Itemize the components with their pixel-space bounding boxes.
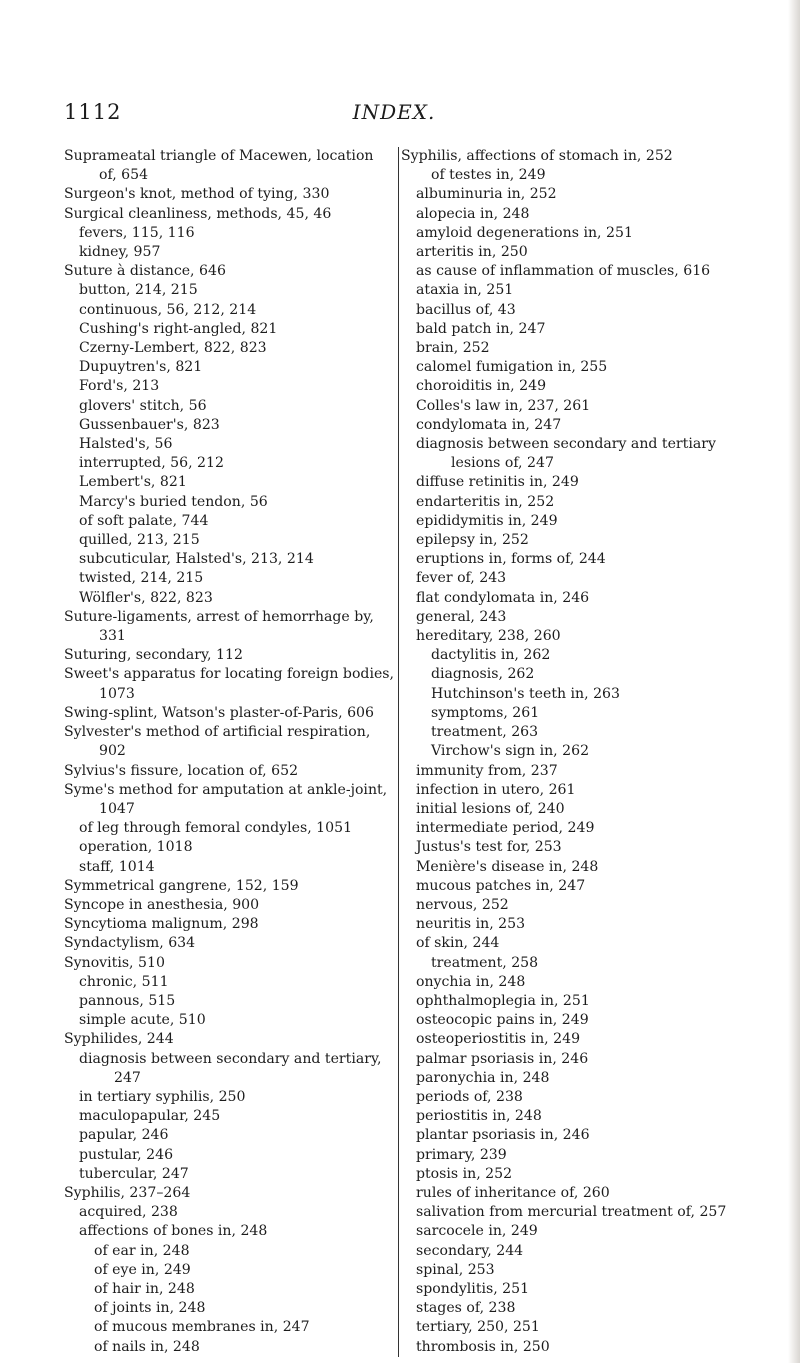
index-entry: spondylitis, 251 bbox=[416, 1280, 530, 1297]
index-entry: Czerny-Lembert, 822, 823 bbox=[79, 340, 267, 357]
index-entry: general, 243 bbox=[416, 608, 507, 625]
index-entry: of ear in, 248 bbox=[94, 1242, 190, 1259]
index-entry: pannous, 515 bbox=[79, 992, 176, 1009]
index-entry: Sylvester's method of artificial respiration, 902 bbox=[64, 724, 371, 760]
index-entry: endarteritis in, 252 bbox=[416, 493, 555, 510]
index-entry: staff, 1014 bbox=[79, 858, 155, 875]
index-entry: alopecia in, 248 bbox=[416, 205, 530, 222]
index-entry: ptosis in, 252 bbox=[416, 1165, 513, 1182]
index-entry: ataxia in, 251 bbox=[416, 282, 514, 299]
index-entry: continuous, 56, 212, 214 bbox=[79, 301, 257, 318]
index-entry: diagnosis between secondary and tertiary lesions of, 247 bbox=[416, 436, 716, 472]
index-entry: mucous patches in, 247 bbox=[416, 877, 586, 894]
index-entry: Syndactylism, 634 bbox=[64, 935, 196, 952]
index-entry: onychia in, 248 bbox=[416, 973, 526, 990]
index-entry: Suprameatal triangle of Macewen, location of, 654 bbox=[64, 148, 374, 184]
index-entry: Cushing's right-angled, 821 bbox=[79, 320, 278, 337]
index-column-right bbox=[398, 147, 731, 1357]
index-entry: plantar psoriasis in, 246 bbox=[416, 1127, 590, 1144]
index-entry: diagnosis, 262 bbox=[431, 666, 535, 683]
index-entry: operation, 1018 bbox=[79, 839, 193, 856]
index-entry: immunity from, 237 bbox=[416, 762, 558, 779]
index-entry: Sweet's apparatus for locating foreign bodies, 1073 bbox=[64, 666, 395, 702]
page-number: 1112 bbox=[64, 100, 122, 124]
index-entry: ophthalmoplegia in, 251 bbox=[416, 992, 590, 1009]
index-entry: twisted, 214, 215 bbox=[79, 570, 204, 587]
index-entry: tertiary, 250, 251 bbox=[416, 1319, 540, 1336]
index-entry: of eye in, 249 bbox=[94, 1261, 191, 1278]
index-entry: salivation from mercurial treatment of, 257 bbox=[416, 1204, 727, 1221]
index-entry: sarcocele in, 249 bbox=[416, 1223, 538, 1240]
index-entry: intermediate period, 249 bbox=[416, 820, 595, 837]
index-entry: bald patch in, 247 bbox=[416, 320, 546, 337]
page-edge-shadow bbox=[788, 0, 800, 1363]
index-entry: Syncope in anesthesia, 900 bbox=[64, 896, 260, 913]
index-entry: epilepsy in, 252 bbox=[416, 532, 529, 549]
index-entry: maculopapular, 245 bbox=[79, 1108, 221, 1125]
index-entry: condylomata in, 247 bbox=[416, 416, 562, 433]
index-entry: periostitis in, 248 bbox=[416, 1108, 542, 1125]
index-entry: bacillus of, 43 bbox=[416, 301, 516, 318]
index-entry: affections of bones in, 248 bbox=[79, 1223, 268, 1240]
index-entry: of soft palate, 744 bbox=[79, 512, 209, 529]
index-entry: of nails in, 248 bbox=[94, 1338, 200, 1355]
index-entry: rules of inheritance of, 260 bbox=[416, 1184, 610, 1201]
index-entry: Syphilides, 244 bbox=[64, 1031, 174, 1048]
index-entry: nervous, 252 bbox=[416, 896, 509, 913]
index-entry: choroiditis in, 249 bbox=[416, 378, 547, 395]
index-entry: periods of, 238 bbox=[416, 1088, 523, 1105]
index-entry: button, 214, 215 bbox=[79, 282, 198, 299]
index-entry: papular, 246 bbox=[79, 1127, 169, 1144]
index-entry: thrombosis in, 250 bbox=[416, 1338, 550, 1355]
index-entry: Syme's method for amputation at ankle-joint, 1047 bbox=[64, 781, 388, 817]
index-entry: as cause of inflammation of muscles, 616 bbox=[416, 263, 711, 280]
index-entry: diffuse retinitis in, 249 bbox=[416, 474, 579, 491]
index-entry: Justus's test for, 253 bbox=[416, 839, 562, 856]
index-entry: interrupted, 56, 212 bbox=[79, 455, 224, 472]
index-entry: eruptions in, forms of, 244 bbox=[416, 551, 606, 568]
index-entry: Sylvius's fissure, location of, 652 bbox=[64, 762, 299, 779]
index-entry: dactylitis in, 262 bbox=[431, 647, 551, 664]
index-entry: of hair in, 248 bbox=[94, 1280, 195, 1297]
index-entry: glovers' stitch, 56 bbox=[79, 397, 207, 414]
index-entry: fever of, 243 bbox=[416, 570, 507, 587]
index-entry: pustular, 246 bbox=[79, 1146, 174, 1163]
index-entry: Wölfler's, 822, 823 bbox=[79, 589, 213, 606]
index-entry: subcuticular, Halsted's, 213, 214 bbox=[79, 551, 314, 568]
index-entry: amyloid degenerations in, 251 bbox=[416, 224, 633, 241]
index-entry: treatment, 263 bbox=[431, 724, 539, 741]
index-entry: of joints in, 248 bbox=[94, 1300, 206, 1317]
index-entry: initial lesions of, 240 bbox=[416, 800, 565, 817]
index-entry: Lembert's, 821 bbox=[79, 474, 187, 491]
index-entry: Suturing, secondary, 112 bbox=[64, 647, 243, 664]
index-entry: albuminuria in, 252 bbox=[416, 186, 557, 203]
index-entry: palmar psoriasis in, 246 bbox=[416, 1050, 589, 1067]
index-entry: kidney, 957 bbox=[79, 244, 161, 261]
index-entry: neuritis in, 253 bbox=[416, 916, 526, 933]
index-entry: primary, 239 bbox=[416, 1146, 507, 1163]
index-entry: Dupuytren's, 821 bbox=[79, 359, 203, 376]
index-entry: Surgeon's knot, method of tying, 330 bbox=[64, 186, 330, 203]
index-entry: Marcy's buried tendon, 56 bbox=[79, 493, 268, 510]
index-entry: fevers, 115, 116 bbox=[79, 224, 195, 241]
index-column-left bbox=[64, 147, 394, 1357]
index-entry: symptoms, 261 bbox=[431, 704, 540, 721]
index-entry: hereditary, 238, 260 bbox=[416, 628, 561, 645]
index-entry: of leg through femoral condyles, 1051 bbox=[79, 820, 353, 837]
index-entry: Syphilis, 237–264 bbox=[64, 1184, 191, 1201]
index-entry: Swing-splint, Watson's plaster-of-Paris, 606 bbox=[64, 704, 374, 721]
index-entry: brain, 252 bbox=[416, 340, 490, 357]
page-header bbox=[64, 100, 724, 126]
index-entry: of skin, 244 bbox=[416, 935, 500, 952]
index-entry: in tertiary syphilis, 250 bbox=[79, 1088, 246, 1105]
index-entry: simple acute, 510 bbox=[79, 1012, 206, 1029]
index-entry: Virchow's sign in, 262 bbox=[431, 743, 590, 760]
index-entry: Hutchinson's teeth in, 263 bbox=[431, 685, 620, 702]
index-entry: chronic, 511 bbox=[79, 973, 169, 990]
index-entry: flat condylomata in, 246 bbox=[416, 589, 590, 606]
index-entry: Synovitis, 510 bbox=[64, 954, 165, 971]
index-entry: spinal, 253 bbox=[416, 1261, 495, 1278]
index-entry: of mucous membranes in, 247 bbox=[94, 1319, 310, 1336]
index-entry: paronychia in, 248 bbox=[416, 1069, 550, 1086]
index-entry: Gussenbauer's, 823 bbox=[79, 416, 220, 433]
index-entry: Suture à distance, 646 bbox=[64, 263, 226, 280]
index-entry: Halsted's, 56 bbox=[79, 436, 173, 453]
index-entry: Ford's, 213 bbox=[79, 378, 160, 395]
index-entry: Surgical cleanliness, methods, 45, 46 bbox=[64, 205, 332, 222]
index-entry: Symmetrical gangrene, 152, 159 bbox=[64, 877, 299, 894]
index-entry: Colles's law in, 237, 261 bbox=[416, 397, 591, 414]
index-entry: epididymitis in, 249 bbox=[416, 512, 558, 529]
index-entry: tubercular, 247 bbox=[79, 1165, 189, 1182]
index-entry: diagnosis between secondary and tertiary, 247 bbox=[79, 1050, 382, 1086]
running-head: INDEX. bbox=[352, 100, 436, 124]
index-entry: secondary, 244 bbox=[416, 1242, 524, 1259]
index-entry: Syphilis, affections of stomach in, 252 bbox=[401, 148, 673, 164]
index-entry: quilled, 213, 215 bbox=[79, 532, 200, 549]
index-entry: Menière's disease in, 248 bbox=[416, 858, 599, 875]
index-entry: Suture-ligaments, arrest of hemorrhage by, 331 bbox=[64, 608, 374, 645]
index-entry: arteritis in, 250 bbox=[416, 244, 528, 261]
index-entry: stages of, 238 bbox=[416, 1300, 516, 1317]
index-entry: Syncytioma malignum, 298 bbox=[64, 916, 259, 933]
index-entry: of testes in, 249 bbox=[431, 167, 546, 184]
index-entry: calomel fumigation in, 255 bbox=[416, 359, 608, 376]
index-entry: treatment, 258 bbox=[431, 954, 539, 971]
index-entry: infection in utero, 261 bbox=[416, 781, 576, 798]
index-entry: osteoperiostitis in, 249 bbox=[416, 1031, 581, 1048]
index-entry: osteocopic pains in, 249 bbox=[416, 1012, 589, 1029]
index-entry: acquired, 238 bbox=[79, 1204, 178, 1221]
